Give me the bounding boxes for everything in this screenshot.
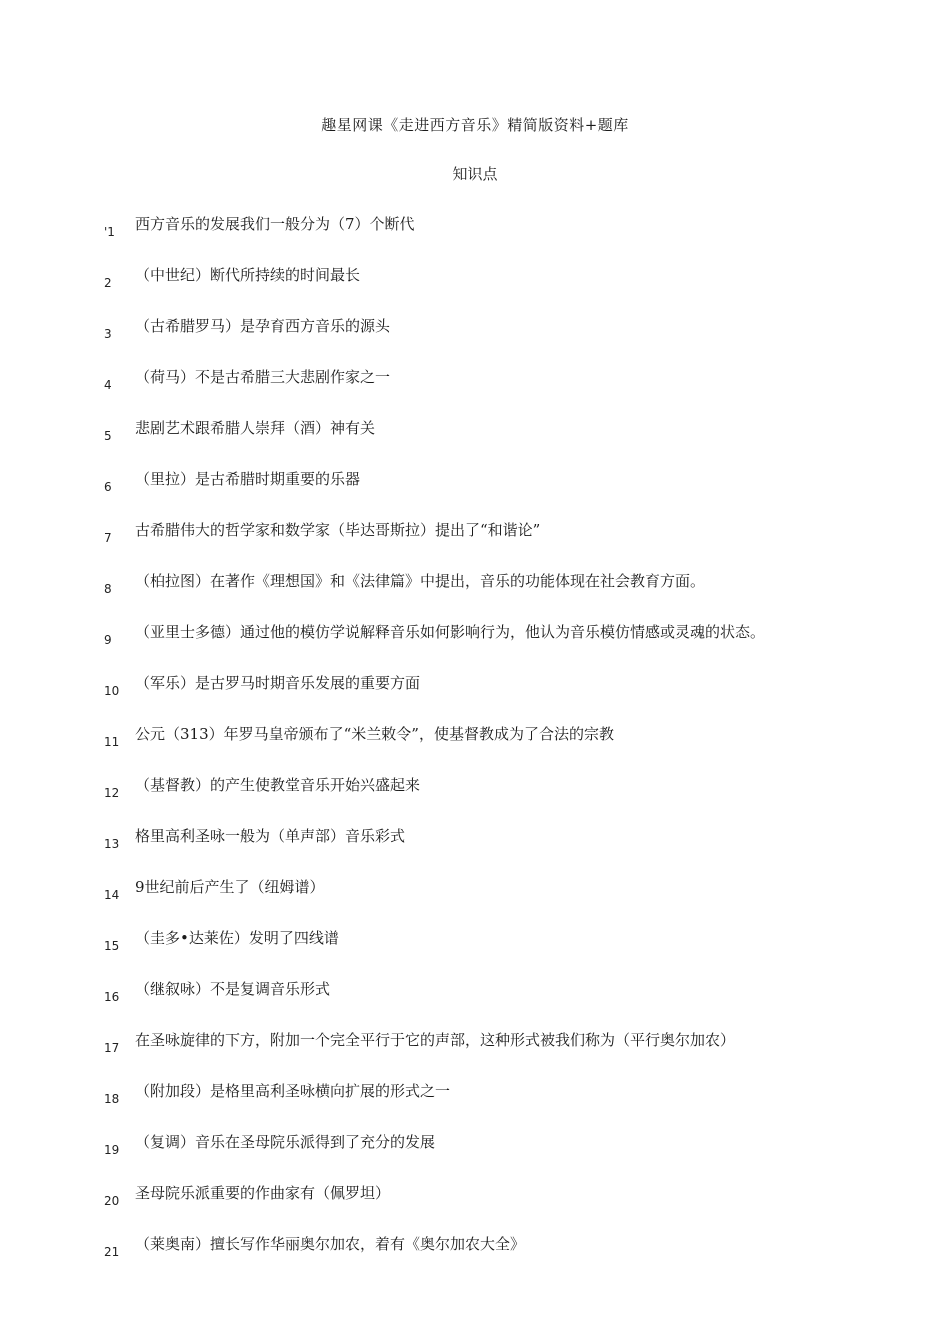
- item-text: （亚里士多德）通过他的模仿学说解释音乐如何影响行为，他认为音乐模仿情感或灵魂的状态。: [135, 623, 766, 641]
- list-item: [0, 315, 950, 366]
- item-number: 10: [104, 684, 120, 698]
- item-number: '1: [104, 225, 115, 239]
- list-item: [0, 570, 950, 621]
- item-number: 16: [104, 990, 120, 1004]
- item-number: 20: [104, 1194, 120, 1208]
- list-item: [0, 774, 950, 825]
- list-item: [0, 1233, 950, 1284]
- item-text: （荷马）不是古希腊三大悲剧作家之一: [135, 368, 391, 386]
- item-number: 2: [104, 276, 112, 290]
- list-item: [0, 1029, 950, 1080]
- list-item: [0, 672, 950, 723]
- list-item: [0, 825, 950, 876]
- item-number: 19: [104, 1143, 120, 1157]
- item-number: 5: [104, 429, 112, 443]
- list-item: [0, 519, 950, 570]
- item-text: 公元（313）年罗马皇帝颁布了“米兰敕令”，使基督教成为了合法的宗教: [135, 725, 614, 743]
- list-item: [0, 417, 950, 468]
- list-item: [0, 468, 950, 519]
- item-text: （柏拉图）在著作《理想国》和《法律篇》中提出，音乐的功能体现在社会教育方面。: [135, 572, 706, 590]
- list-item: [0, 621, 950, 672]
- item-number: 13: [104, 837, 120, 851]
- item-text: 格里高利圣咏一般为（单声部）音乐彩式: [135, 827, 406, 845]
- item-text: 悲剧艺术跟希腊人崇拜（酒）神有关: [135, 419, 376, 437]
- item-number: 6: [104, 480, 112, 494]
- item-text: 圣母院乐派重要的作曲家有（佩罗坦）: [135, 1184, 391, 1202]
- document-title: 趣星网课《走进西方音乐》精简版资料+题库: [321, 116, 629, 134]
- list-item: [0, 366, 950, 417]
- item-text: （复调）音乐在圣母院乐派得到了充分的发展: [135, 1133, 436, 1151]
- item-text: （圭多•达莱佐）发明了四线谱: [135, 929, 339, 947]
- knowledge-point-list: [0, 213, 950, 1284]
- item-text: （继叙咏）不是复调音乐形式: [135, 980, 331, 998]
- item-number: 9: [104, 633, 112, 647]
- list-item: [0, 264, 950, 315]
- item-number: 18: [104, 1092, 120, 1106]
- item-text: 西方音乐的发展我们一般分为（7）个断代: [135, 215, 415, 233]
- item-text: （莱奥南）擅长写作华丽奥尔加农，着有《奥尔加农大全》: [135, 1235, 526, 1253]
- item-text: （基督教）的产生使教堂音乐开始兴盛起来: [135, 776, 421, 794]
- item-text: （军乐）是古罗马时期音乐发展的重要方面: [135, 674, 421, 692]
- item-number: 4: [104, 378, 112, 392]
- item-text: （附加段）是格里高利圣咏横向扩展的形式之一: [135, 1082, 451, 1100]
- item-number: 7: [104, 531, 112, 545]
- item-number: 21: [104, 1245, 120, 1259]
- list-item: [0, 927, 950, 978]
- item-number: 3: [104, 327, 112, 341]
- item-number: 8: [104, 582, 112, 596]
- item-number: 11: [104, 735, 120, 749]
- item-text: （中世纪）断代所持续的时间最长: [135, 266, 361, 284]
- item-number: 17: [104, 1041, 120, 1055]
- item-number: 14: [104, 888, 120, 902]
- list-item: [0, 1131, 950, 1182]
- item-text: 在圣咏旋律的下方，附加一个完全平行于它的声部，这种形式被我们称为（平行奥尔加农）: [135, 1031, 736, 1049]
- list-item: [0, 876, 950, 927]
- list-item: [0, 1080, 950, 1131]
- item-text: （古希腊罗马）是孕育西方音乐的源头: [135, 317, 391, 335]
- item-number: 15: [104, 939, 120, 953]
- list-item: [0, 978, 950, 1029]
- item-text: 古希腊伟大的哲学家和数学家（毕达哥斯拉）提出了“和谐论”: [135, 521, 541, 539]
- item-text: （里拉）是古希腊时期重要的乐器: [135, 470, 361, 488]
- section-heading: 知识点: [452, 165, 498, 183]
- list-item: [0, 1182, 950, 1233]
- item-text: 9世纪前后产生了（纽姆谱）: [135, 878, 325, 896]
- list-item: [0, 213, 950, 264]
- item-number: 12: [104, 786, 120, 800]
- list-item: [0, 723, 950, 774]
